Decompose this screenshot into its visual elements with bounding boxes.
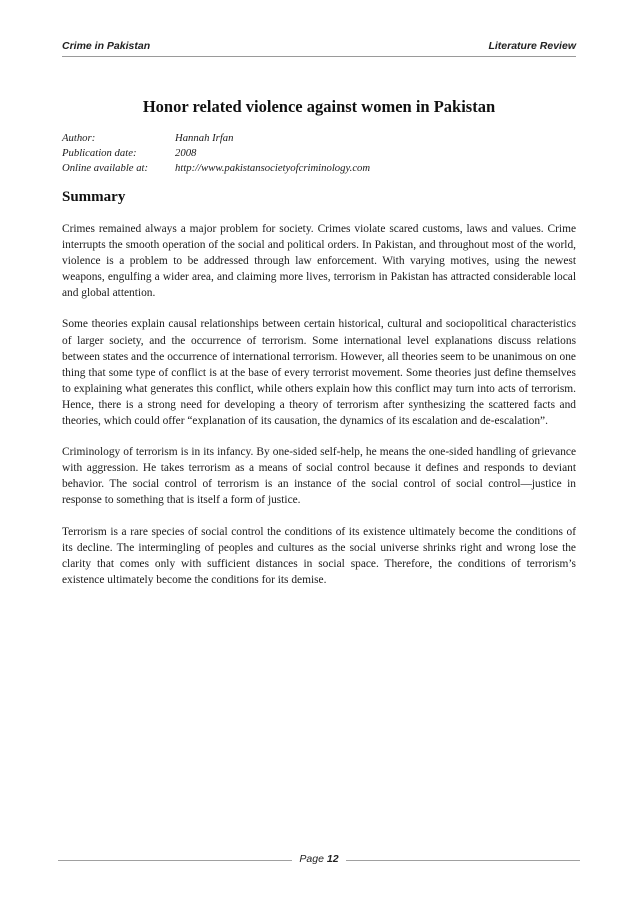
page-label: Page <box>299 853 324 865</box>
header-document-title: Crime in Pakistan <box>62 40 151 52</box>
footer-divider-right <box>346 860 580 861</box>
summary-paragraph-4: Terrorism is a rare species of social control the conditions of its existence ultimately become the conditions of its decline. The intermingling of peoples and cultures as the social universe shrinks right and wrong lose the clarity that comes only with sufficient distances in social space. Therefore, the conditions of terrorism’s existence ultimately become the conditions for its demise. <box>62 525 576 586</box>
page-number: 12 <box>326 853 339 865</box>
page-footer <box>292 853 346 865</box>
summary-heading: Summary <box>62 189 126 205</box>
footer-divider-left <box>58 860 292 861</box>
summary-paragraph-1: Crimes remained always a major problem for society. Crimes violate scared customs, laws and values. Crime interrupts the smooth operation of the social and political orders. In Pakistan, and throughout most of the world, violence is a problem to be addressed through law enforcement. With varying motives, using the newest weapons, engulfing a wider area, and claiming more lives, terrorism in Pakistan has attracted considerable local and global attention. <box>62 223 576 300</box>
header-section-name: Literature Review <box>488 40 576 52</box>
publication-date-value: 2008 <box>175 147 197 159</box>
summary-paragraph-3: Criminology of terrorism is in its infancy. By one-sided self-help, he means the one-sided handling of grievance with aggression. He takes terrorism as a means of social control because it defines and responds to deviant behavior. The social control of terrorism is an instance of the social control of social control—justice in response to something that is itself a form of justice. <box>62 446 576 507</box>
summary-body <box>62 221 576 603</box>
summary-paragraph-2: Some theories explain causal relationships between certain historical, cultural and sociopolitical characteristics of larger society, and the occurrence of terrorism. Some international level explanations discuss relations between states and the occurrence of international terrorism. However, all theories seem to be unanimous on one thing that some type of conflict is at the base of every terrorist movement. Some theories just define themselves to explaining what generates this conflict, while others explain how this conflict may turn into acts of terrorism. Hence, there is a strong need for developing a theory of terrorism after synthesizing the scattered facts and theories, which could offer “explanation of its causation, the dynamics of its escalation and de-escalation”. <box>62 318 576 428</box>
publication-date-label: Publication date: <box>62 147 137 159</box>
header-divider <box>62 56 576 57</box>
online-source-url: http://www.pakistansocietyofcriminology.com <box>175 162 371 174</box>
author-label: Author: <box>62 132 96 144</box>
author-value: Hannah Irfan <box>175 132 234 144</box>
online-source-label: Online available at: <box>62 162 149 174</box>
article-title: Honor related violence against women in Pakistan <box>142 97 496 116</box>
running-header <box>62 40 576 56</box>
